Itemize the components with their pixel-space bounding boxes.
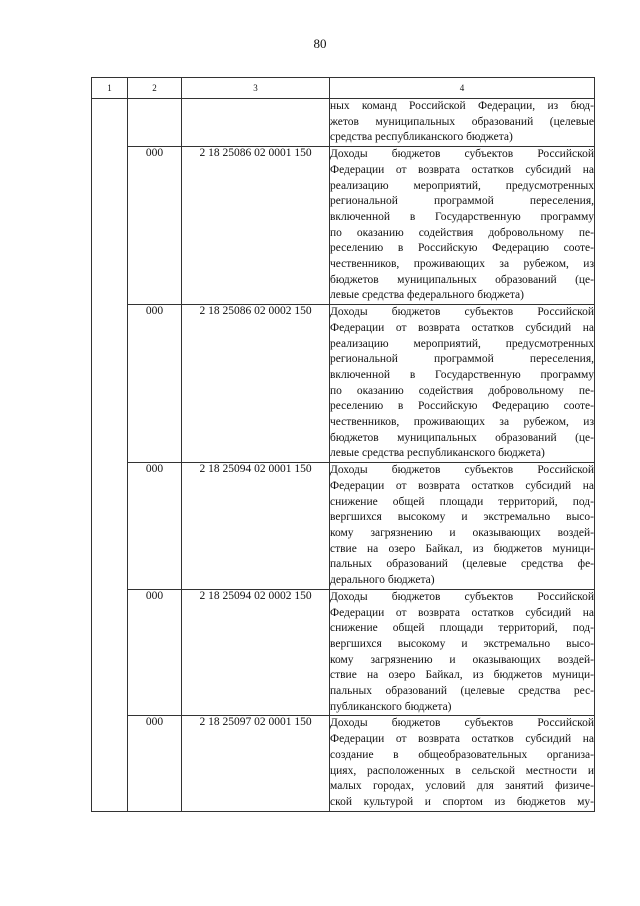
description-cell [330,589,595,716]
table-row [92,716,595,811]
description-line: Доходы бюджетов субъектов Российской [330,717,594,730]
description-line: ствие на озеро Байкал, из бюджетов муници- [330,669,594,682]
description-line: Доходы бюджетов субъектов Российской [330,306,594,319]
table-row [92,305,595,463]
description-cell [330,463,595,590]
description-line: кому загрязнению и оказывающих воздей- [330,653,594,666]
col-1-cell [92,99,128,812]
description-line: жетов муниципальных образований (целевые [330,115,594,128]
description-line: региональной программой переселения, [330,353,594,366]
budget-table [91,77,595,812]
description-line: ской культурой и спортом из бюджетов му- [330,795,594,808]
header-col-3: 3 [182,78,330,99]
budget-code-cell: 2 18 25097 02 0001 150 [182,716,330,811]
description-line: чественников, проживающих за рубежом, из [330,258,594,271]
description-line: пальных образований (целевые средства фе- [330,558,594,571]
description-line: малых городах, условий для занятий физиче- [330,780,594,793]
description-line: ных команд Российской Федерации, из бюд- [330,100,594,112]
description-line: Доходы бюджетов субъектов Российской [330,590,594,603]
admin-code-cell [128,99,182,147]
table-body [92,99,595,812]
header-col-4: 4 [330,78,595,99]
description-line: бюджетов муниципальных образований (це- [330,431,594,444]
description-line: реализацию мероприятий, предусмотренных [330,337,594,350]
description-line: реселению в Российскую Федерацию сооте- [330,242,594,255]
description-line: включенной в Государственную программу [330,210,594,223]
description-line: Федерации от возврата остатков субсидий на [330,321,594,334]
admin-code-cell: 000 [128,147,182,305]
admin-code-cell: 000 [128,463,182,590]
admin-code-cell: 000 [128,305,182,463]
budget-code-cell: 2 18 25094 02 0001 150 [182,463,330,590]
description-line: Федерации от возврата остатков субсидий на [330,606,594,619]
description-line: по оказанию содействия добровольному пе- [330,384,594,397]
description-line: средства республиканского бюджета) [330,131,513,144]
description-line: Федерации от возврата остатков субсидий на [330,163,594,176]
description-line: дерального бюджета) [330,574,435,587]
table-row [92,147,595,305]
admin-code-cell: 000 [128,589,182,716]
description-line: бюджетов муниципальных образований (це- [330,273,594,286]
description-line: пальных образований (целевые средства рес- [330,685,594,698]
table-row [92,589,595,716]
description-cell [330,147,595,305]
description-line: Доходы бюджетов субъектов Российской [330,464,594,477]
description-line: левые средства республиканского бюджета) [330,447,545,460]
description-line: реселению в Российскую Федерацию сооте- [330,400,594,413]
budget-code-cell: 2 18 25094 02 0002 150 [182,589,330,716]
description-line: ствие на озеро Байкал, из бюджетов муници- [330,542,594,555]
budget-code-cell [182,99,330,147]
description-line: Федерации от возврата остатков субсидий на [330,479,594,492]
description-line: вергшихся высокому и экстремально высо- [330,637,594,650]
description-line: левые средства федерального бюджета) [330,289,524,302]
description-line: создание в общеобразовательных организа- [330,748,594,761]
description-line: чественников, проживающих за рубежом, из [330,416,594,429]
description-line: Доходы бюджетов субъектов Российской [330,148,594,161]
description-line: региональной программой переселения, [330,195,594,208]
page-number: 80 [313,36,327,51]
description-line: по оказанию содействия добровольному пе- [330,226,594,239]
description-line: публиканского бюджета) [330,700,452,713]
description-line: снижение общей площади территорий, под- [330,622,594,635]
description-cell [330,99,595,147]
description-line: включенной в Государственную программу [330,368,594,381]
description-line: вергшихся высокому и экстремально высо- [330,511,594,524]
description-cell [330,305,595,463]
table-header-row [92,78,595,99]
description-line: кому загрязнению и оказывающих воздей- [330,526,594,539]
header-col-1: 1 [92,78,128,99]
budget-code-cell: 2 18 25086 02 0001 150 [182,147,330,305]
table-row [92,463,595,590]
header-col-2: 2 [128,78,182,99]
admin-code-cell: 000 [128,716,182,811]
table-row [92,99,595,147]
description-line: циях, расположенных в сельской местности и [330,764,594,777]
budget-code-cell: 2 18 25086 02 0002 150 [182,305,330,463]
description-cell [330,716,595,811]
description-line: Федерации от возврата остатков субсидий на [330,733,594,746]
description-line: снижение общей площади территорий, под- [330,495,594,508]
description-line: реализацию мероприятий, предусмотренных [330,179,594,192]
